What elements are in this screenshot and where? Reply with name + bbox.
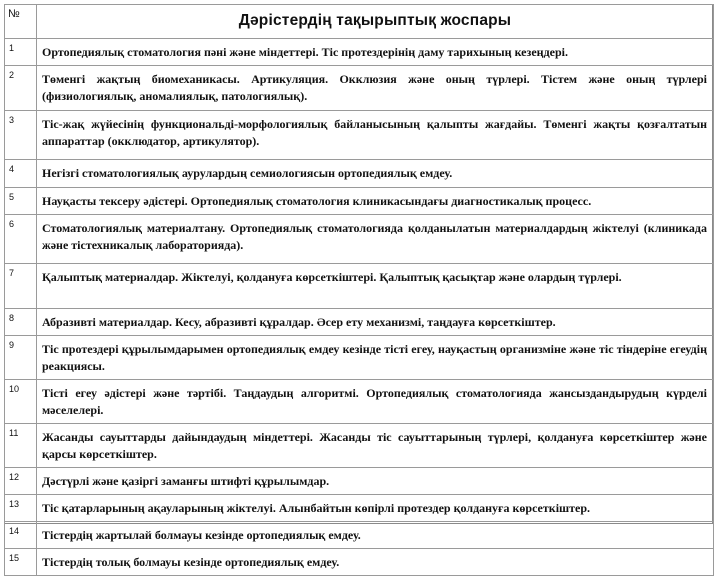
number-column-header: № [5,5,37,39]
table-row [5,495,714,522]
table-row [5,264,714,309]
table-header-row [5,5,714,39]
lecture-topic: Науқасты тексеру әдістері. Ортопедиялық стоматология клиникасындағы диагностикалық процесс. [37,188,714,215]
row-number: 12 [5,468,37,495]
lecture-topic: Қалыптық материалдар. Жіктелуі, қолдануға көрсеткіштері. Қалыптық қасықтар және олардың түрлері. [37,264,714,309]
lecture-topic: Дәстүрлі және қазіргі заманғы штифті құрылымдар. [37,468,714,495]
table-row [5,39,714,66]
table-title: Дәрістердің тақырыптық жоспары [37,5,714,39]
row-number: 2 [5,66,37,111]
row-number: 13 [5,495,37,522]
lecture-topic: Негізгі стоматологиялық аурулардың семиологиясын ортопедиялық емдеу. [37,160,714,188]
table-row [5,522,714,549]
row-number: 9 [5,336,37,380]
table-row [5,160,714,188]
lecture-topic: Тісті егеу әдістері және тәртібі. Таңдаудың алгоритмі. Ортопедиялық стоматологияда жансыздандырудың күрделі мәселелері. [37,380,714,424]
table-row [5,549,714,576]
table-row [5,424,714,468]
lecture-topic: Тіс-жақ жүйесінің функциональді-морфологиялық байланысының қалыпты жағдайы. Төменгі жақты қозғалтатын аппараттар (окклюдатор, артикулятор). [37,111,714,160]
lecture-topic: Стоматологиялық материалтану. Ортопедиялық стоматологияда қолданылатын материалдардың жіктелуі (клиникада және тістехникалық лабораторияда). [37,215,714,264]
table-row [5,66,714,111]
table-row [5,380,714,424]
lecture-topic: Ортопедиялық стоматология пәні және міндеттері. Тіс протездерінің даму тарихының кезеңдері. [37,39,714,66]
table-row [5,336,714,380]
row-number: 6 [5,215,37,264]
row-number: 15 [5,549,37,576]
row-number: 14 [5,522,37,549]
lecture-topic: Төменгі жақтың биомеханикасы. Артикуляция. Окклюзия және оның түрлері. Тістем және оның түрлері (физиологиялық, аномалиялық, патологиялық). [37,66,714,111]
lecture-topic: Тістердің жартылай болмауы кезінде ортопедиялық емдеу. [37,522,714,549]
table-row [5,215,714,264]
lecture-plan-table [4,4,714,576]
lecture-topic: Абразивті материалдар. Кесу, абразивті құралдар. Әсер ету механизмі, таңдауға көрсеткіштер. [37,309,714,336]
lecture-topic: Жасанды сауыттарды дайындаудың міндеттері. Жасанды тіс сауыттарының түрлері, қолдануға көрсеткіштер және қарсы көрсеткіштер. [37,424,714,468]
lecture-topic: Тістердің толық болмауы кезінде ортопедиялық емдеу. [37,549,714,576]
row-number: 11 [5,424,37,468]
table-row [5,309,714,336]
table-row [5,111,714,160]
row-number: 4 [5,160,37,188]
table-row [5,468,714,495]
row-number: 3 [5,111,37,160]
row-number: 8 [5,309,37,336]
row-number: 10 [5,380,37,424]
table-row [5,188,714,215]
row-number: 7 [5,264,37,309]
lecture-topic: Тіс протездері құрылымдарымен ортопедиялық емдеу кезінде тісті егеу, науқастың организміне және тіс тіндеріне егеудің реакциясы. [37,336,714,380]
lecture-topic: Тіс қатарларының ақауларының жіктелуі. Алынбайтын көпірлі протездер қолдануға көрсеткіштер. [37,495,714,522]
row-number: 5 [5,188,37,215]
row-number: 1 [5,39,37,66]
